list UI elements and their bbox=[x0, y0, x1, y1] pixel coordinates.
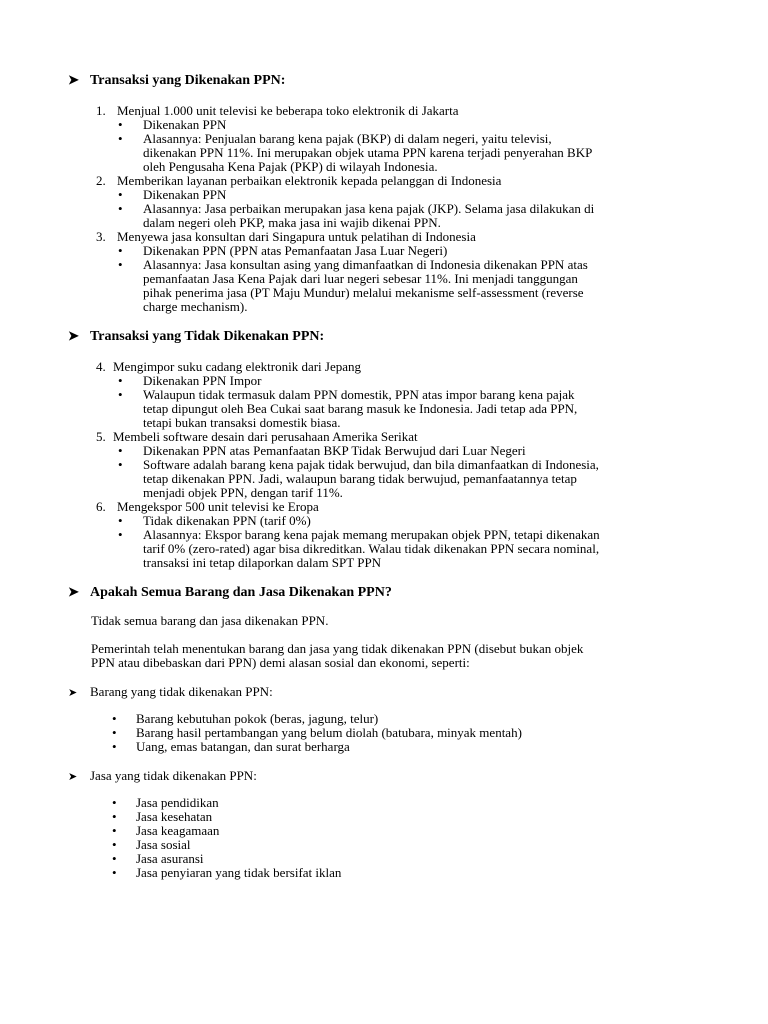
bullet-icon: • bbox=[112, 823, 117, 838]
bullet-icon: • bbox=[112, 739, 117, 754]
sub-item bbox=[96, 258, 696, 314]
sub-line: tetapi bukan transaksi domestik biasa. bbox=[143, 415, 341, 430]
list-item bbox=[96, 174, 696, 230]
bullet-icon: • bbox=[112, 851, 117, 866]
sub-line: Tidak dikenakan PPN (tarif 0%) bbox=[143, 513, 311, 528]
list-item-text: Jasa keagamaan bbox=[136, 823, 220, 838]
sub-item bbox=[96, 132, 696, 174]
sub-line: oleh Pengusaha Kena Pajak (PKP) di wilayah Indonesia. bbox=[143, 159, 438, 174]
list-item bbox=[91, 824, 341, 838]
item-text: Menjual 1.000 unit televisi ke beberapa toko elektronik di Jakarta bbox=[117, 103, 459, 118]
sub-item bbox=[96, 244, 696, 258]
bullet-icon: • bbox=[118, 387, 123, 402]
sub-line: Software adalah barang kena pajak tidak berwujud, dan bila dimanfaatkan di Indonesia, bbox=[143, 457, 599, 472]
item-text: Memberikan layanan perbaikan elektronik kepada pelanggan di Indonesia bbox=[117, 173, 502, 188]
item-number: 3. bbox=[96, 229, 106, 244]
item-number: 2. bbox=[96, 173, 106, 188]
bullet-icon: • bbox=[118, 513, 123, 528]
list-item bbox=[96, 500, 696, 570]
item-text: Mengekspor 500 unit televisi ke Eropa bbox=[117, 499, 319, 514]
sub-item bbox=[96, 458, 696, 500]
bullet-icon: • bbox=[118, 131, 123, 146]
arrow-bullet-icon: ➤ bbox=[68, 687, 78, 699]
sub-line: Alasannya: Jasa konsultan asing yang dimanfaatkan di Indonesia dikenakan PPN atas bbox=[143, 257, 588, 272]
arrow-bullet-icon: ➤ bbox=[68, 328, 79, 343]
paragraph-intro: Tidak semua barang dan jasa dikenakan PPN. bbox=[91, 613, 329, 628]
sub-line: tetap dikenakan PPN. Jadi, walaupun barang tidak berwujud, pemanfaatannya tetap bbox=[143, 471, 577, 486]
list-item-text: Jasa kesehatan bbox=[136, 809, 213, 824]
list-item bbox=[96, 360, 696, 430]
list-item-text: Barang hasil pertambangan yang belum diolah (batubara, minyak mentah) bbox=[136, 725, 522, 740]
bullet-icon: • bbox=[118, 257, 123, 272]
list-dikenakan bbox=[96, 104, 696, 314]
bullet-icon: • bbox=[118, 243, 123, 258]
bullet-icon: • bbox=[112, 865, 117, 880]
bullet-icon: • bbox=[112, 711, 117, 726]
sub-item bbox=[96, 118, 696, 132]
arrow-bullet-icon: ➤ bbox=[68, 584, 79, 599]
sub-line: Walaupun tidak termasuk dalam PPN domestik, PPN atas impor barang kena pajak bbox=[143, 387, 575, 402]
list-item bbox=[96, 230, 696, 314]
list-jasa bbox=[91, 796, 341, 880]
sub-line: Dikenakan PPN (PPN atas Pemanfaatan Jasa Luar Negeri) bbox=[143, 243, 448, 258]
list-item bbox=[91, 740, 522, 754]
list-item bbox=[91, 810, 341, 824]
section-heading-text: Transaksi yang Tidak Dikenakan PPN: bbox=[90, 329, 325, 344]
arrow-bullet-icon: ➤ bbox=[68, 72, 79, 87]
list-barang bbox=[91, 712, 522, 754]
list-item bbox=[91, 712, 522, 726]
paragraph-pemerintah bbox=[91, 642, 691, 670]
bullet-icon: • bbox=[118, 187, 123, 202]
item-text: Mengimpor suku cadang elektronik dari Jepang bbox=[113, 359, 362, 374]
bullet-icon: • bbox=[118, 117, 123, 132]
item-number: 1. bbox=[96, 103, 106, 118]
sub-item bbox=[96, 444, 696, 458]
sub-line: pihak penerima jasa (PT Maju Mundur) melalui mekanisme self-assessment (reverse bbox=[143, 285, 584, 300]
bullet-icon: • bbox=[118, 443, 123, 458]
subheading-jasa bbox=[68, 768, 257, 784]
subheading-text: Jasa yang tidak dikenakan PPN: bbox=[90, 768, 257, 783]
sub-line: menjadi objek PPN, dengan tarif 11%. bbox=[143, 485, 343, 500]
item-number: 5. bbox=[96, 429, 106, 444]
list-tidak-dikenakan bbox=[96, 360, 696, 570]
sub-line: Alasannya: Jasa perbaikan merupakan jasa kena pajak (JKP). Selama jasa dilakukan di bbox=[143, 201, 595, 216]
list-item-text: Jasa pendidikan bbox=[136, 795, 219, 810]
item-text: Menyewa jasa konsultan dari Singapura untuk pelatihan di Indonesia bbox=[117, 229, 476, 244]
sub-line: Dikenakan PPN Impor bbox=[143, 373, 262, 388]
sub-item bbox=[96, 388, 696, 430]
list-item bbox=[91, 796, 341, 810]
section-heading-text: Transaksi yang Dikenakan PPN: bbox=[90, 73, 286, 88]
bullet-icon: • bbox=[112, 837, 117, 852]
sub-item bbox=[96, 528, 696, 570]
subheading-barang bbox=[68, 684, 273, 700]
list-item-text: Jasa sosial bbox=[136, 837, 191, 852]
item-number: 4. bbox=[96, 359, 106, 374]
sub-line: dikenakan PPN 11%. Ini merupakan objek utama PPN karena terjadi penyerahan BKP bbox=[143, 145, 593, 160]
sub-line: tetap dipungut oleh Bea Cukai saat barang masuk ke Indonesia. Jadi tetap ada PPN, bbox=[143, 401, 578, 416]
bullet-icon: • bbox=[118, 527, 123, 542]
paragraph-line: PPN atau dibebaskan dari PPN) demi alasan sosial dan ekonomi, seperti: bbox=[91, 655, 470, 670]
sub-line: transaksi ini tetap dilaporkan dalam SPT PPN bbox=[143, 555, 382, 570]
bullet-icon: • bbox=[118, 201, 123, 216]
list-item-text: Uang, emas batangan, dan surat berharga bbox=[136, 739, 350, 754]
list-item bbox=[91, 866, 341, 880]
list-item bbox=[91, 726, 522, 740]
sub-line: charge mechanism). bbox=[143, 299, 248, 314]
paragraph-line: Pemerintah telah menentukan barang dan jasa yang tidak dikenakan PPN (disebut bukan objek bbox=[91, 641, 584, 656]
bullet-icon: • bbox=[112, 795, 117, 810]
bullet-icon: • bbox=[118, 457, 123, 472]
bullet-icon: • bbox=[118, 373, 123, 388]
sub-line: Dikenakan PPN bbox=[143, 117, 227, 132]
bullet-icon: • bbox=[112, 809, 117, 824]
sub-item bbox=[96, 514, 696, 528]
list-item bbox=[91, 838, 341, 852]
sub-item bbox=[96, 202, 696, 230]
arrow-bullet-icon: ➤ bbox=[68, 771, 78, 783]
list-item bbox=[96, 104, 696, 174]
list-item-text: Jasa penyiaran yang tidak bersifat iklan bbox=[136, 865, 342, 880]
sub-line: pemanfaatan Jasa Kena Pajak dari luar negeri sebesar 11%. Ini menjadi tanggungan bbox=[143, 271, 578, 286]
section-heading-tidak-dikenakan bbox=[68, 328, 324, 345]
sub-line: tarif 0% (zero-rated) agar bisa dikreditkan. Walau tidak dikenakan PPN secara nominal, bbox=[143, 541, 600, 556]
section-heading-apakah bbox=[68, 584, 392, 601]
section-heading-dikenakan bbox=[68, 72, 285, 89]
sub-line: Alasannya: Ekspor barang kena pajak memang merupakan objek PPN, tetapi dikenakan bbox=[143, 527, 600, 542]
list-item bbox=[96, 430, 696, 500]
list-item bbox=[91, 852, 341, 866]
sub-item bbox=[96, 188, 696, 202]
item-number: 6. bbox=[96, 499, 106, 514]
list-item-text: Barang kebutuhan pokok (beras, jagung, telur) bbox=[136, 711, 379, 726]
list-item-text: Jasa asuransi bbox=[136, 851, 204, 866]
sub-line: Dikenakan PPN bbox=[143, 187, 227, 202]
sub-line: dalam negeri oleh PKP, maka jasa ini wajib dikenai PPN. bbox=[143, 215, 441, 230]
bullet-icon: • bbox=[112, 725, 117, 740]
sub-line: Alasannya: Penjualan barang kena pajak (BKP) di dalam negeri, yaitu televisi, bbox=[143, 131, 552, 146]
sub-line: Dikenakan PPN atas Pemanfaatan BKP Tidak Berwujud dari Luar Negeri bbox=[143, 443, 526, 458]
item-text: Membeli software desain dari perusahaan Amerika Serikat bbox=[113, 429, 418, 444]
section-heading-text: Apakah Semua Barang dan Jasa Dikenakan PPN? bbox=[90, 585, 392, 600]
subheading-text: Barang yang tidak dikenakan PPN: bbox=[90, 684, 273, 699]
sub-item bbox=[96, 374, 696, 388]
